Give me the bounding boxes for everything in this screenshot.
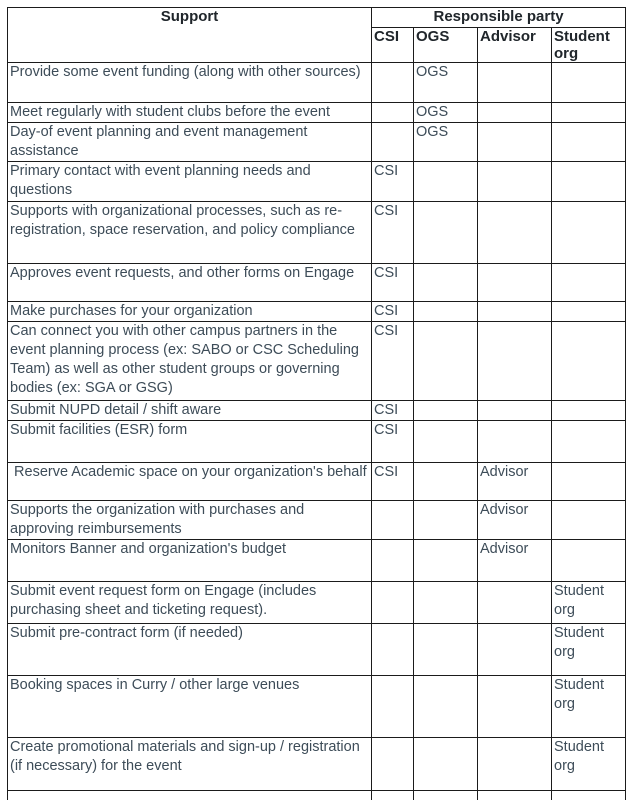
support-cell: Submit pre-contract form (if needed) bbox=[8, 624, 372, 676]
column-header-csi: CSI bbox=[372, 28, 414, 63]
csi-cell bbox=[372, 791, 414, 800]
advisor-cell bbox=[478, 401, 552, 421]
table-row bbox=[8, 676, 626, 738]
table-row bbox=[8, 401, 626, 421]
support-cell: Meet regularly with student clubs before the event bbox=[8, 103, 372, 123]
ogs-cell bbox=[414, 202, 478, 264]
table-row bbox=[8, 582, 626, 624]
student-org-cell bbox=[552, 540, 626, 582]
student-org-cell bbox=[552, 791, 626, 800]
csi-cell: CSI bbox=[372, 302, 414, 322]
student-org-cell bbox=[552, 162, 626, 202]
table-row bbox=[8, 322, 626, 401]
table-row bbox=[8, 302, 626, 322]
column-header-student-org: Student org bbox=[552, 28, 626, 63]
student-org-cell bbox=[552, 501, 626, 540]
ogs-cell bbox=[414, 791, 478, 800]
ogs-cell: OGS bbox=[414, 103, 478, 123]
responsible-party-header: Responsible party bbox=[372, 8, 626, 28]
table-row bbox=[8, 63, 626, 103]
support-responsibility-table bbox=[7, 7, 626, 800]
student-org-cell bbox=[552, 264, 626, 302]
support-cell: Can connect you with other campus partners in the event planning process (ex: SABO or CSC Scheduling Team) as well as other student groups or governing bodies (ex: SGA or GSG) bbox=[8, 322, 372, 401]
csi-cell bbox=[372, 63, 414, 103]
table-row bbox=[8, 501, 626, 540]
advisor-cell bbox=[478, 676, 552, 738]
support-column-header: Support bbox=[8, 8, 372, 63]
student-org-cell: Student org bbox=[552, 676, 626, 738]
support-cell: Provide some event funding (along with other sources) bbox=[8, 63, 372, 103]
advisor-cell bbox=[478, 738, 552, 791]
column-header-advisor: Advisor bbox=[478, 28, 552, 63]
ogs-cell: OGS bbox=[414, 123, 478, 162]
student-org-cell bbox=[552, 202, 626, 264]
table-row bbox=[8, 103, 626, 123]
ogs-cell bbox=[414, 463, 478, 501]
support-cell: Supports the organization with purchases and approving reimbursements bbox=[8, 501, 372, 540]
student-org-cell bbox=[552, 302, 626, 322]
student-org-cell: Student org bbox=[552, 624, 626, 676]
support-cell: Create promotional materials and sign-up / registration (if necessary) for the event bbox=[8, 738, 372, 791]
table-row bbox=[8, 421, 626, 463]
advisor-cell bbox=[478, 322, 552, 401]
student-org-cell bbox=[552, 103, 626, 123]
advisor-cell bbox=[478, 624, 552, 676]
support-cell: Booking spaces in Curry / other large venues bbox=[8, 676, 372, 738]
ogs-cell bbox=[414, 540, 478, 582]
support-cell: Make purchases for your organization bbox=[8, 302, 372, 322]
student-org-cell bbox=[552, 322, 626, 401]
csi-cell bbox=[372, 738, 414, 791]
advisor-cell bbox=[478, 123, 552, 162]
ogs-cell bbox=[414, 421, 478, 463]
student-org-cell: Student org bbox=[552, 582, 626, 624]
advisor-cell: Advisor bbox=[478, 501, 552, 540]
support-cell bbox=[8, 791, 372, 800]
support-cell: Approves event requests, and other forms on Engage bbox=[8, 264, 372, 302]
csi-cell bbox=[372, 103, 414, 123]
table-row bbox=[8, 463, 626, 501]
csi-cell: CSI bbox=[372, 421, 414, 463]
student-org-cell bbox=[552, 401, 626, 421]
table-row bbox=[8, 202, 626, 264]
ogs-cell: OGS bbox=[414, 63, 478, 103]
header-row-1 bbox=[8, 8, 626, 28]
student-org-cell bbox=[552, 463, 626, 501]
student-org-cell bbox=[552, 63, 626, 103]
csi-cell: CSI bbox=[372, 401, 414, 421]
student-org-cell bbox=[552, 421, 626, 463]
table-row bbox=[8, 791, 626, 800]
support-cell: Primary contact with event planning needs and questions bbox=[8, 162, 372, 202]
ogs-cell bbox=[414, 401, 478, 421]
support-cell: Day-of event planning and event management assistance bbox=[8, 123, 372, 162]
advisor-cell bbox=[478, 264, 552, 302]
csi-cell: CSI bbox=[372, 162, 414, 202]
ogs-cell bbox=[414, 501, 478, 540]
ogs-cell bbox=[414, 302, 478, 322]
table-row bbox=[8, 162, 626, 202]
advisor-cell: Advisor bbox=[478, 540, 552, 582]
advisor-cell bbox=[478, 63, 552, 103]
csi-cell bbox=[372, 123, 414, 162]
table-row bbox=[8, 540, 626, 582]
csi-cell: CSI bbox=[372, 264, 414, 302]
csi-cell bbox=[372, 676, 414, 738]
column-header-ogs: OGS bbox=[414, 28, 478, 63]
ogs-cell bbox=[414, 162, 478, 202]
csi-cell: CSI bbox=[372, 202, 414, 264]
support-cell: Submit event request form on Engage (includes purchasing sheet and ticketing request). bbox=[8, 582, 372, 624]
ogs-cell bbox=[414, 322, 478, 401]
advisor-cell bbox=[478, 162, 552, 202]
csi-cell: CSI bbox=[372, 463, 414, 501]
ogs-cell bbox=[414, 264, 478, 302]
student-org-cell bbox=[552, 123, 626, 162]
csi-cell bbox=[372, 582, 414, 624]
ogs-cell bbox=[414, 676, 478, 738]
support-cell: Reserve Academic space on your organization's behalf bbox=[8, 463, 372, 501]
table-row bbox=[8, 123, 626, 162]
support-cell: Supports with organizational processes, such as re-registration, space reservation, and policy compliance bbox=[8, 202, 372, 264]
ogs-cell bbox=[414, 738, 478, 791]
advisor-cell: Advisor bbox=[478, 463, 552, 501]
csi-cell bbox=[372, 624, 414, 676]
csi-cell bbox=[372, 501, 414, 540]
support-cell: Submit facilities (ESR) form bbox=[8, 421, 372, 463]
table-row bbox=[8, 738, 626, 791]
ogs-cell bbox=[414, 582, 478, 624]
csi-cell: CSI bbox=[372, 322, 414, 401]
advisor-cell bbox=[478, 582, 552, 624]
csi-cell bbox=[372, 540, 414, 582]
student-org-cell: Student org bbox=[552, 738, 626, 791]
table-row bbox=[8, 624, 626, 676]
advisor-cell bbox=[478, 202, 552, 264]
table-row bbox=[8, 264, 626, 302]
advisor-cell bbox=[478, 791, 552, 800]
advisor-cell bbox=[478, 103, 552, 123]
ogs-cell bbox=[414, 624, 478, 676]
advisor-cell bbox=[478, 302, 552, 322]
advisor-cell bbox=[478, 421, 552, 463]
support-cell: Submit NUPD detail / shift aware bbox=[8, 401, 372, 421]
support-cell: Monitors Banner and organization's budget bbox=[8, 540, 372, 582]
